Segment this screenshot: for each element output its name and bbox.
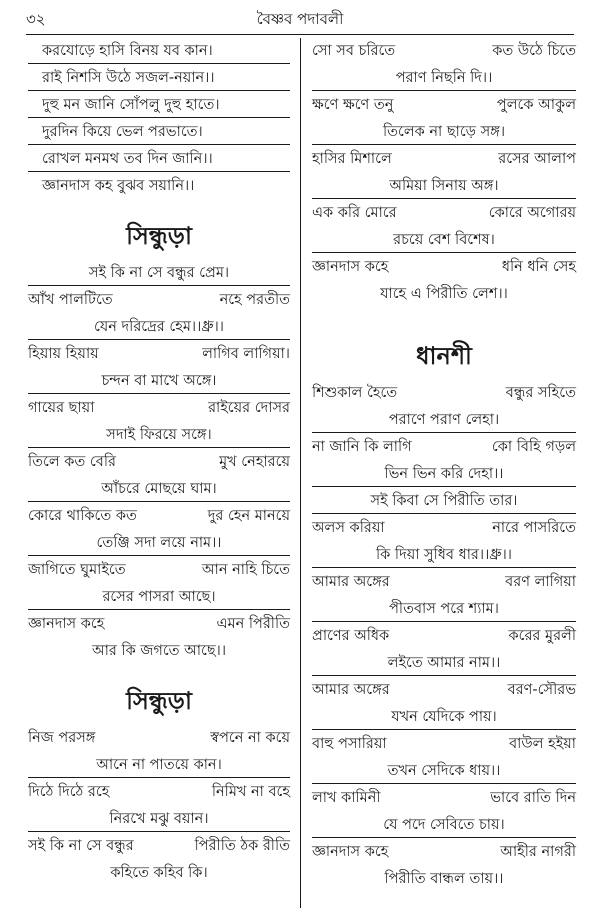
verse-line: দুহু মন জানি সোঁপলু দুহু হাতে। [28,92,290,119]
verse-line: রাই নিশসি উঠে সজল-নয়ান।। [28,65,290,92]
verse-line: তিলেক না ছাড়ে সঙ্গ। [312,119,576,146]
column-divider [300,38,301,908]
verse-line: আঁচরে মোছয়ে ঘাম। [28,476,290,503]
verse-line: দিঠে দিঠে রহে নিমিখ না বহে [28,784,290,800]
verse-line: আমার অঙ্গের বরণ লাগিয়া [312,574,576,590]
verse-line: আঁখ পালটিতে নহে পরতীত [28,292,290,308]
verse-line: যাহে এ পিরীতি লেশ।। [380,286,508,302]
verse-line: তখন সেদিকে ধায়।। [312,758,576,785]
verse-line: লাখ কামিনী ভাবে রাতি দিন [312,790,576,806]
verse-line: যেন দরিদ্রের হেম।।ধ্রু।। [28,314,290,341]
verse-line: কোরে থাকিতে কত দুর হেন মানয়ে [28,508,290,524]
verse-line: চন্দন বা মাখে অঙ্গে। [28,368,290,395]
header-rule [26,34,574,35]
verse-line: পিরীতি বান্ধল তায়।। [384,871,504,887]
poem-title: ধানশী [416,342,472,370]
verse-line: পীতবাস পরে শ্যাম। [312,596,576,623]
verse-line: সই কি না সে বন্ধুর পিরীতি ঠক রীতি [28,838,290,854]
right-column [312,38,576,914]
verse-line: সদাই ফিরয়ে সঙ্গে। [28,422,290,449]
verse-line: কি দিয়া সুধিব ধার।।ধ্রু।। [312,542,576,569]
left-column [28,38,290,914]
verse-line: আমার অঙ্গের বরণ-সৌরভ [312,682,576,698]
verse-line: আনে না পাতয়ে কান। [28,752,290,779]
verse-line: হাসির মিশালে রসের আলাপ [312,151,576,167]
verse-line: শিশুকাল হৈতে বন্ধুর সহিতে [312,385,576,401]
verse-line: বাহু পসারিয়া বাউল হইয়া [312,736,576,752]
verse-line: তিলে কত বেরি মুখ নেহারয়ে [28,454,290,470]
verse-line: পরাণ নিছনি দি।। [312,65,576,92]
verse-line: লইতে আমার নাম।। [312,650,576,677]
verse-line: কহিতে কহিব কি। [110,865,208,881]
verse-line: যখন যেদিকে পায়। [312,704,576,731]
verse-line: গায়ের ছায়া রাইয়ের দোসর [28,400,290,416]
verse-line: অলস করিয়া নারে পাসরিতে [312,520,576,536]
verse-line: করযোড়ে হাসি বিনয় যব কান। [28,38,290,65]
verse-line: অমিয়া সিনায় অঙ্গ। [312,173,576,200]
verse-line: সই কিবা সে পিরীতি তার। [312,488,576,515]
verse-line: জ্ঞানদাস কহে আহীর নাগরী [312,844,576,860]
verse-line: সো সব চরিতে কত উঠে চিতে [312,43,576,59]
verse-line: ভিন ভিন করি দেহা।। [312,461,576,488]
verse-line: দুরদিন কিয়ে ভেল পরভাতে। [28,119,290,146]
verse-line: জ্ঞানদাস কহে এমন পিরীতি [28,616,290,632]
verse-line: রচয়ে বেশ বিশেষ। [312,227,576,254]
verse-line: এক করি মোরে কোরে অগোরয় [312,205,576,221]
verse-line: পরাণে পরাণ লেহা। [312,407,576,434]
verse-line: না জানি কি লাগি কো বিহি গড়ল [312,439,576,455]
verse-line: তেঞ্জি সদা লয়ে নাম।। [28,530,290,557]
verse-line: রসের পাসরা আছে। [28,584,290,611]
verse-line: হিয়ায় হিয়ায় লাগিব লাগিয়া। [28,346,290,362]
verse-line: ক্ষণে ক্ষণে তনু পুলকে আকুল [312,97,576,113]
running-head: বৈষ্ণব পদাবলী [256,10,344,28]
verse-line: প্রাণের অধিক করের মুরলী [312,628,576,644]
verse-line: জ্ঞানদাস কহে ধনি ধনি সেহ [312,259,576,275]
verse-line: যে পদে সেবিতে চায়। [312,812,576,839]
verse-line: নিজ পরসঙ্গ স্বপনে না কয়ে [28,730,290,746]
verse-line: সই কি না সে বন্ধুর প্রেম। [28,260,290,287]
verse-line: জ্ঞানদাস কহ বুঝব সয়ানি।। [42,178,195,194]
poem-title: সিন্ধুড়া [126,687,192,715]
verse-line: জাগিতে ঘুমাইতে আন নাহি চিতে [28,562,290,578]
poem-title: সিন্ধুড়া [126,222,192,250]
verse-line: আর কি জগতে আছে।। [91,643,227,659]
verse-line: নিরখে মঝু বয়ান। [28,806,290,833]
verse-line: রোখল মনমথ তব দিন জানি।। [28,146,290,173]
page-number: ৩২ [26,10,46,28]
